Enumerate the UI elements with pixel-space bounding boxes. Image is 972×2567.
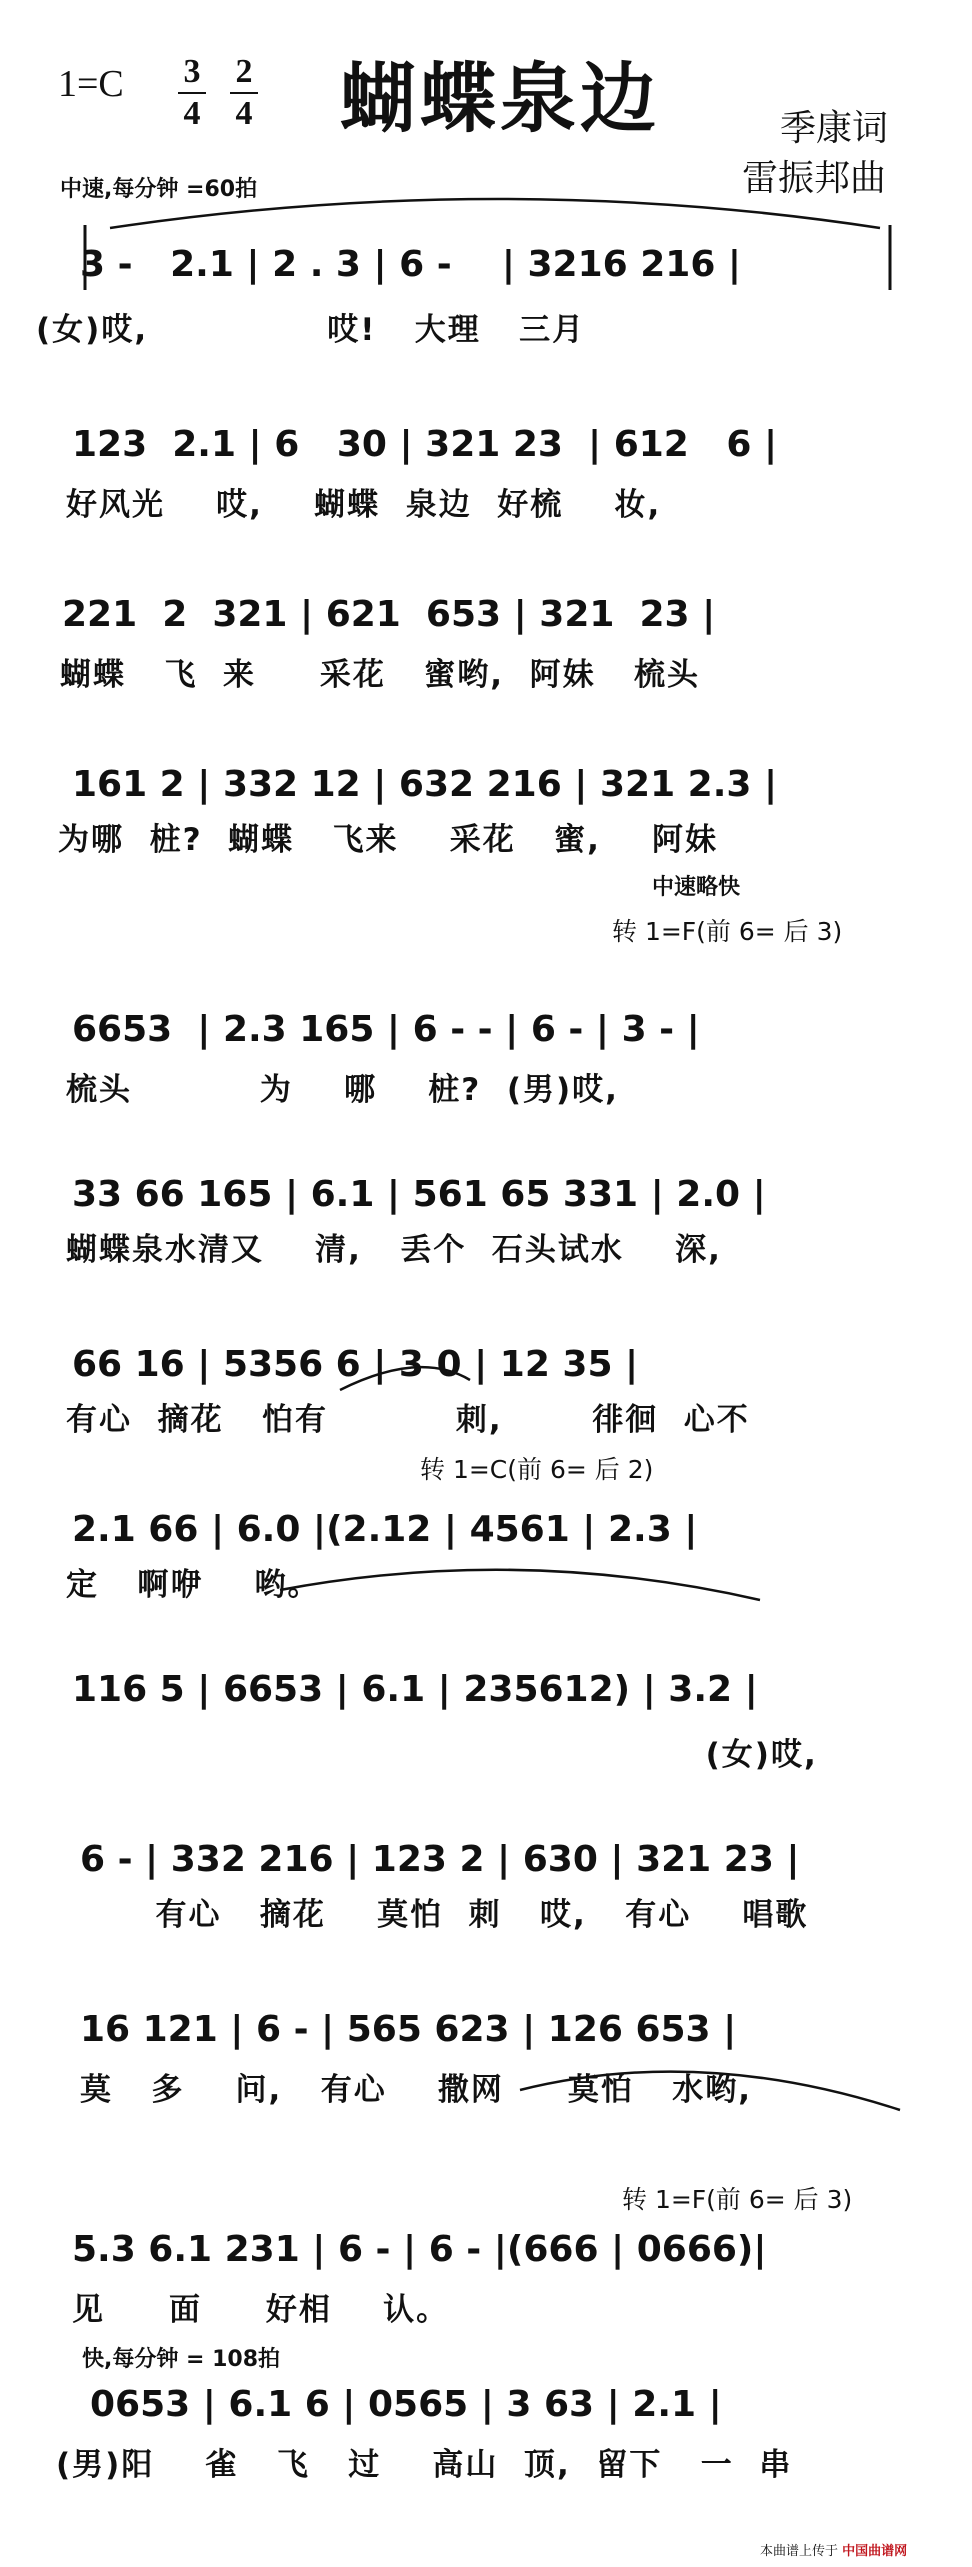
lyrics-line-5: 梳头 为 哪 桩? (男)哎, — [66, 1072, 619, 1108]
lyrics-line-1: (女)哎, 哎! 大理 三月 — [36, 312, 586, 348]
lyrics-line-4: 为哪 桩? 蝴蝶 飞来 采花 蜜, 阿妹 — [58, 822, 719, 858]
notation-line-10: 6 - | 332 216 | 123 2 | 630 | 321 23 | — [80, 1839, 800, 1880]
tempo-marking-3: 快,每分钟 = 108拍 — [82, 2347, 281, 2372]
lyrics-line-7: 有心 摘花 怕有 刺, 徘徊 心不 — [66, 1402, 750, 1438]
notation-line-7: 66 16 | 5356 6 | 3 0 | 12 35 | — [72, 1344, 639, 1385]
song-title: 蝴蝶泉边 — [340, 54, 660, 143]
notation-line-12: 5.3 6.1 231 | 6 - | 6 - |(666 | 0666)| — [72, 2229, 767, 2270]
notation-line-4: 161 2 | 332 12 | 632 216 | 321 2.3 | — [72, 764, 778, 805]
time-signature-2-4: 2 4 — [224, 52, 264, 134]
lyrics-line-13: (男)阳 雀 飞 过 高山 顶, 留下 一 串 — [56, 2447, 793, 2483]
lyrics-line-6: 蝴蝶泉水清又 清, 丢个 石头试水 深, — [66, 1232, 722, 1268]
key-signature: 1=C — [58, 63, 124, 105]
lyrics-line-3: 蝴蝶 飞 来 采花 蜜哟, 阿妹 梳头 — [60, 657, 701, 693]
notation-line-13: 0653 | 6.1 6 | 0565 | 3 63 | 2.1 | — [90, 2384, 722, 2425]
notation-line-5: 6653 | 2.3 165 | 6 - - | 6 - | 3 - | — [72, 1009, 700, 1050]
composer-credit: 雷振邦曲 — [742, 158, 887, 199]
lyrics-line-10: 有心 摘花 莫怕 刺 哎, 有心 唱歌 — [66, 1897, 809, 1933]
tempo-marking: 中速,每分钟 =60拍 — [60, 177, 258, 202]
notation-line-3: 221 2 321 | 621 653 | 321 23 | — [62, 594, 716, 635]
lyrics-line-8: 定 啊咿 哟。 — [66, 1567, 321, 1603]
notation-line-8: 2.1 66 | 6.0 |(2.12 | 4561 | 2.3 | — [72, 1509, 698, 1550]
lyricist-credit: 季康词 — [780, 108, 889, 149]
lyrics-line-11: 莫 多 问, 有心 撒网 莫怕 水哟, — [80, 2072, 752, 2108]
lyrics-line-9: (女)哎, — [66, 1737, 818, 1773]
lyrics-line-12: 见 面 好相 认。 — [72, 2292, 450, 2328]
modulation-marking-2: 转 1=C(前 6= 后 2) — [420, 1455, 654, 1484]
footer-watermark: 本曲谱上传于 中国曲谱网 — [760, 2544, 908, 2559]
notation-line-2: 123 2.1 | 6 30 | 321 23 | 612 6 | — [72, 424, 778, 465]
notation-line-6: 33 66 165 | 6.1 | 561 65 331 | 2.0 | — [72, 1174, 766, 1215]
modulation-marking-1: 转 1=F(前 6= 后 3) — [612, 917, 843, 946]
tempo-marking-2: 中速略快 — [652, 875, 741, 900]
time-signature-3-4: 3 4 — [172, 52, 212, 134]
notation-line-9: 116 5 | 6653 | 6.1 | 235612) | 3.2 | — [72, 1669, 758, 1710]
notation-line-11: 16 121 | 6 - | 565 623 | 126 653 | — [80, 2009, 737, 2050]
notation-line-1: 3 - 2.1 | 2 . 3 | 6 - | 3216 216 | — [80, 244, 742, 285]
site-brand-link[interactable]: 中国曲谱网 — [842, 2544, 908, 2559]
modulation-marking-3: 转 1=F(前 6= 后 3) — [622, 2185, 853, 2214]
lyrics-line-2: 好风光 哎, 蝴蝶 泉边 好梳 妆, — [66, 487, 662, 523]
